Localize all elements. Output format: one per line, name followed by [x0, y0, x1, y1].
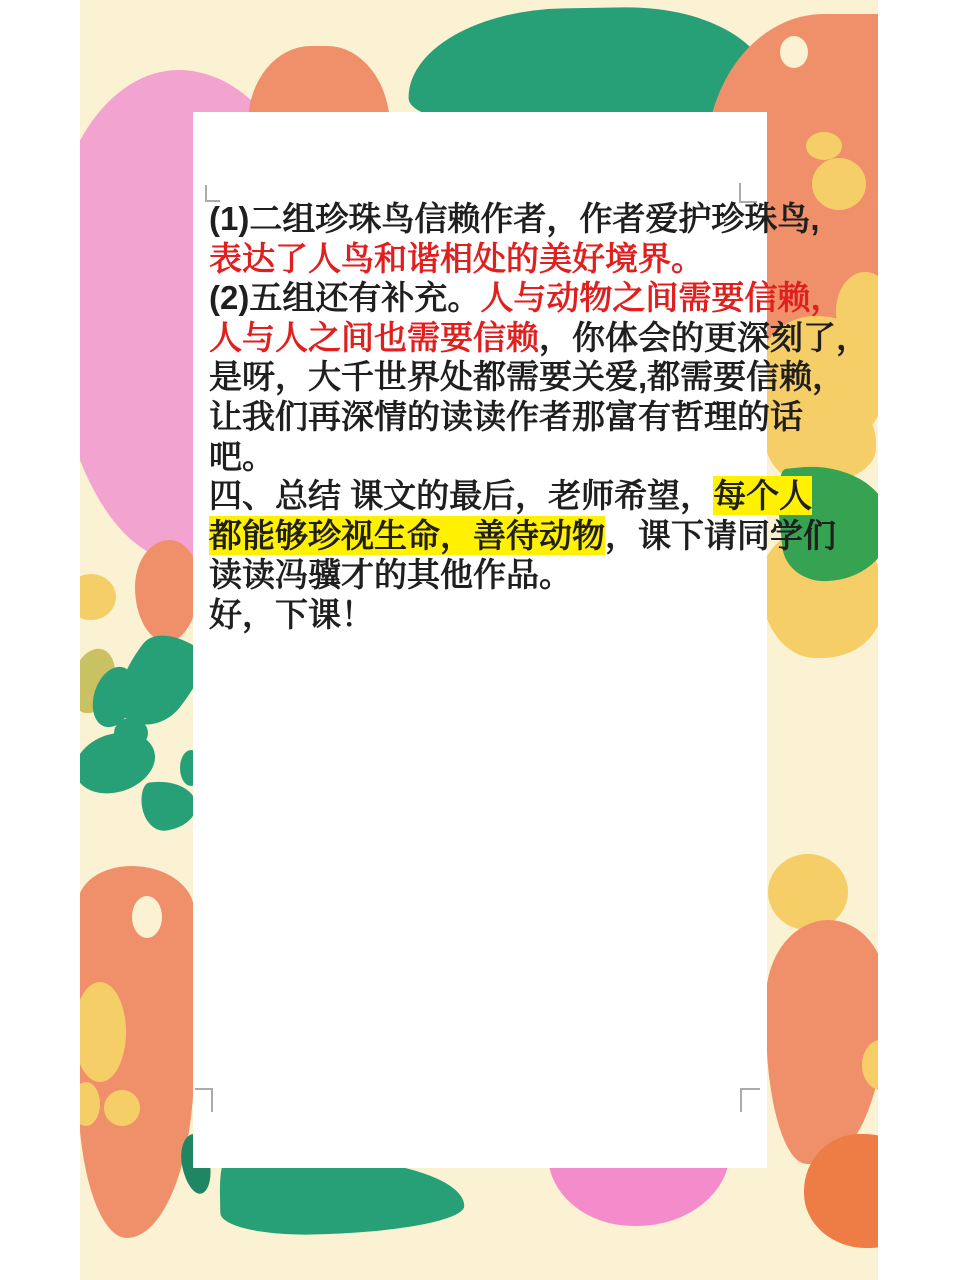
text-run-highlight: 都能够珍视生命，善待动物 — [209, 516, 605, 554]
text-run-black: 吧。 — [209, 437, 275, 475]
text-line — [209, 437, 769, 477]
text-run-red: 表达了人鸟和谐相处的美好境界。 — [209, 239, 704, 277]
text-run-red: 人与动物之间需要信赖， — [480, 279, 844, 317]
text-line — [209, 555, 769, 595]
text-run-highlight: 每个人 — [713, 477, 813, 515]
text-line — [209, 239, 769, 279]
text-area-corner-mark-bottom-right — [740, 1088, 760, 1112]
text-run-black: 四、总结 课文的最后，老师希望， — [209, 477, 714, 515]
text-run-black: 读读冯骥才的其他作品。 — [209, 556, 572, 594]
text-run-black: 让我们再深情的读读作者那富有哲理的话 — [209, 397, 803, 435]
text-run-red: 人与人之间也需要信赖 — [209, 318, 539, 356]
text-line — [209, 516, 836, 556]
text-line — [209, 595, 769, 635]
text-run-black: (2)五组还有补充。 — [209, 279, 481, 317]
text-run-black: (1)二组珍珠鸟信赖作者，作者爱护珍珠鸟, — [209, 200, 820, 237]
flower-notch-bottom-left — [132, 896, 162, 938]
text-line — [209, 357, 846, 397]
text-run-black: ，课下请同学们 — [605, 516, 836, 554]
lesson-transcript-text — [209, 199, 869, 635]
flower-notch-top-right — [780, 36, 808, 68]
text-run-black: 是呀，大千世界处都需要关爱,都需要信赖， — [209, 358, 846, 396]
text-run-black: 好，下课！ — [209, 595, 374, 633]
yellow-dot-small — [806, 132, 842, 160]
yellow-center-dot-3 — [104, 1090, 140, 1126]
text-line — [209, 476, 813, 516]
text-line — [209, 278, 844, 318]
yellow-dot-left — [80, 574, 116, 620]
salmon-petal-left — [135, 540, 199, 642]
text-line — [209, 199, 820, 239]
yellow-dot-large — [812, 158, 866, 210]
text-line — [209, 397, 803, 437]
text-run-black: ，你体会的更深刻了， — [539, 318, 869, 356]
text-area-corner-mark-bottom-left — [195, 1088, 213, 1112]
yellow-circle-bottom-right — [768, 854, 848, 930]
text-line — [209, 318, 869, 358]
salmon-flower-bottom-right — [766, 920, 878, 1164]
